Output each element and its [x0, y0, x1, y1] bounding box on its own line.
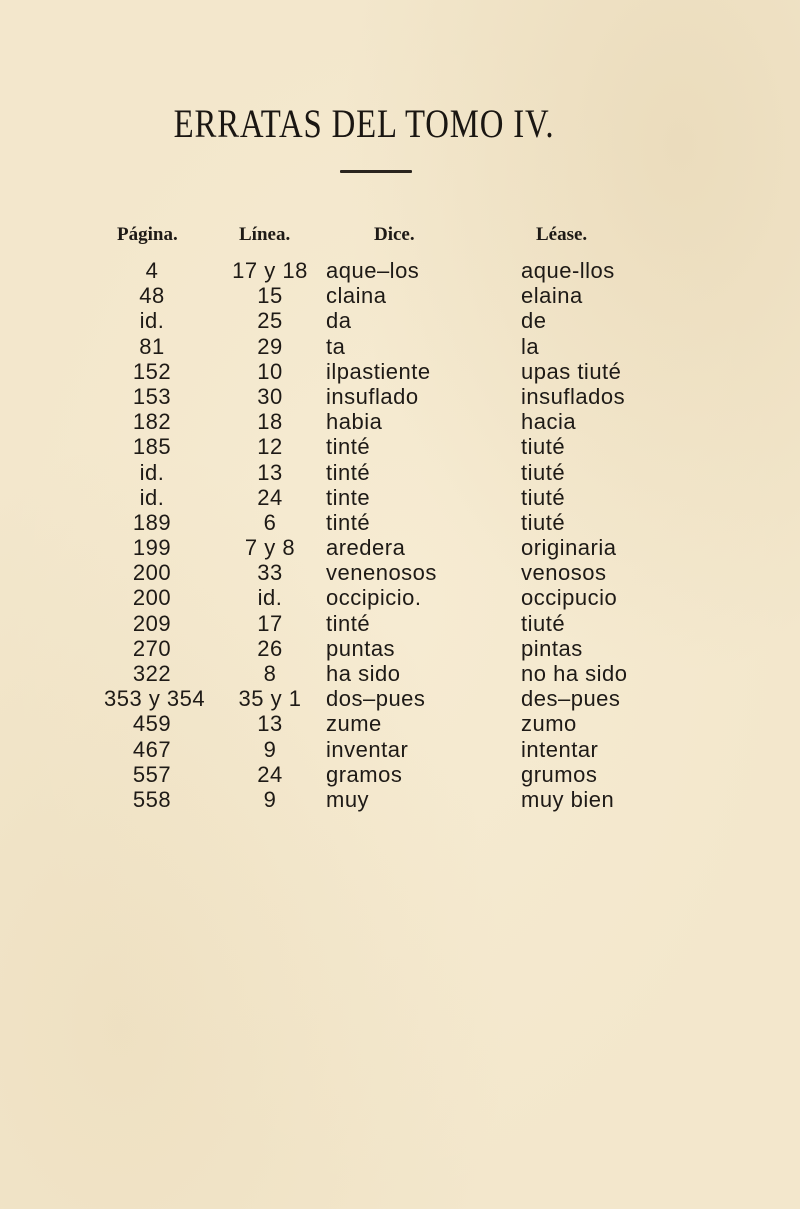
cell-dice: inventar	[326, 736, 409, 762]
cell-linea: 26	[257, 635, 283, 661]
table-row	[0, 762, 800, 787]
cell-lease: muy bien	[521, 786, 615, 812]
header-linea: Línea.	[239, 224, 291, 245]
cell-dice: tinté	[326, 459, 371, 485]
cell-pagina: 182	[132, 409, 172, 435]
cell-linea: 8	[263, 661, 277, 686]
cell-linea: 29	[257, 333, 283, 359]
table-row	[0, 460, 800, 485]
cell-dice: muy	[326, 786, 370, 812]
cell-linea: 9	[263, 786, 277, 812]
cell-linea: 10	[257, 358, 283, 384]
cell-linea: 30	[257, 383, 283, 409]
cell-lease: elaina	[521, 283, 583, 309]
table-row	[0, 585, 800, 610]
cell-dice: ha sido	[326, 661, 401, 686]
cell-linea: 7 y 8	[244, 535, 296, 561]
cell-pagina: 199	[132, 535, 172, 561]
cell-lease: venosos	[521, 560, 607, 586]
cell-dice: habia	[326, 409, 383, 435]
page-title: ERRATAS DEL TOMO IV.	[173, 101, 555, 146]
cell-lease: tiuté	[521, 459, 566, 485]
cell-linea: 17 y 18	[232, 258, 308, 283]
cell-linea: 13	[257, 459, 283, 485]
table-row	[0, 359, 800, 384]
cell-pagina: id.	[139, 308, 165, 334]
cell-dice: puntas	[326, 635, 396, 661]
cell-dice: tinte	[326, 484, 371, 510]
cell-pagina: 152	[132, 358, 172, 384]
table-row	[0, 737, 800, 762]
table-row	[0, 434, 800, 459]
cell-pagina: 557	[132, 761, 172, 787]
cell-pagina: 558	[132, 786, 172, 812]
cell-lease: upas tiuté	[521, 358, 622, 384]
cell-lease: aque-llos	[521, 258, 615, 283]
table-row	[0, 409, 800, 434]
cell-dice: insuflado	[326, 383, 419, 409]
cell-lease: no ha sido	[521, 661, 628, 686]
cell-dice: gramos	[326, 761, 403, 787]
table-row	[0, 686, 800, 711]
cell-linea: 18	[257, 409, 283, 435]
cell-linea: 35 y 1	[238, 686, 302, 712]
cell-pagina: 322	[132, 661, 172, 686]
cell-pagina: 81	[139, 333, 165, 359]
cell-pagina: 48	[139, 283, 165, 309]
table-row	[0, 334, 800, 359]
cell-dice: zume	[326, 711, 382, 737]
cell-linea: 6	[263, 509, 277, 535]
title-divider	[340, 170, 412, 173]
cell-dice: occipicio.	[326, 585, 422, 611]
table-row	[0, 661, 800, 686]
header-dice: Dice.	[374, 224, 415, 245]
cell-lease: tiuté	[521, 434, 566, 460]
cell-lease: des–pues	[521, 686, 621, 712]
cell-lease: intentar	[521, 736, 599, 762]
cell-dice: tinté	[326, 434, 371, 460]
table-row	[0, 636, 800, 661]
cell-lease: pintas	[521, 635, 583, 661]
cell-pagina: 189	[132, 509, 172, 535]
cell-dice: tinté	[326, 610, 371, 636]
table-row	[0, 611, 800, 636]
cell-pagina: 459	[132, 711, 172, 737]
cell-linea: id.	[257, 585, 283, 611]
cell-pagina: 200	[132, 585, 172, 611]
cell-dice: dos–pues	[326, 686, 426, 712]
table-row	[0, 711, 800, 736]
table-row	[0, 485, 800, 510]
header-lease: Léase.	[536, 224, 588, 245]
cell-pagina: id.	[139, 459, 165, 485]
table-row	[0, 560, 800, 585]
cell-lease: zumo	[521, 711, 577, 737]
cell-linea: 25	[257, 308, 283, 334]
cell-pagina: 467	[132, 736, 172, 762]
cell-pagina: 4	[145, 258, 159, 283]
cell-linea: 15	[257, 283, 283, 309]
cell-dice: aredera	[326, 535, 406, 561]
cell-linea: 13	[257, 711, 283, 737]
cell-pagina: 353 y 354	[104, 686, 206, 712]
cell-pagina: 270	[132, 635, 172, 661]
cell-lease: de	[521, 308, 547, 334]
cell-dice: da	[326, 308, 352, 334]
cell-lease: insuflados	[521, 383, 626, 409]
cell-linea: 24	[257, 761, 283, 787]
cell-dice: venenosos	[326, 560, 437, 586]
table-row	[0, 258, 800, 283]
cell-lease: tiuté	[521, 509, 566, 535]
cell-pagina: id.	[139, 484, 165, 510]
cell-linea: 17	[257, 610, 283, 636]
cell-dice: aque–los	[326, 258, 420, 283]
cell-linea: 33	[257, 560, 283, 586]
cell-dice: ta	[326, 333, 346, 359]
cell-dice: tinté	[326, 509, 371, 535]
cell-linea: 9	[263, 736, 277, 762]
cell-lease: la	[521, 333, 540, 359]
cell-lease: occipucio	[521, 585, 618, 611]
cell-pagina: 209	[132, 610, 172, 636]
table-row	[0, 384, 800, 409]
header-pagina: Página.	[117, 224, 178, 245]
table-row	[0, 308, 800, 333]
table-row	[0, 283, 800, 308]
cell-lease: tiuté	[521, 610, 566, 636]
cell-pagina: 185	[132, 434, 172, 460]
table-row	[0, 787, 800, 812]
cell-linea: 12	[257, 434, 283, 460]
cell-lease: grumos	[521, 761, 598, 787]
errata-table	[0, 258, 800, 812]
cell-pagina: 153	[132, 383, 172, 409]
table-row	[0, 535, 800, 560]
cell-dice: claina	[326, 283, 387, 309]
cell-dice: ilpastiente	[326, 358, 431, 384]
cell-pagina: 200	[132, 560, 172, 586]
cell-lease: hacia	[521, 409, 577, 435]
cell-linea: 24	[257, 484, 283, 510]
table-header	[0, 224, 800, 248]
cell-lease: tiuté	[521, 484, 566, 510]
table-row	[0, 510, 800, 535]
cell-lease: originaria	[521, 535, 617, 561]
